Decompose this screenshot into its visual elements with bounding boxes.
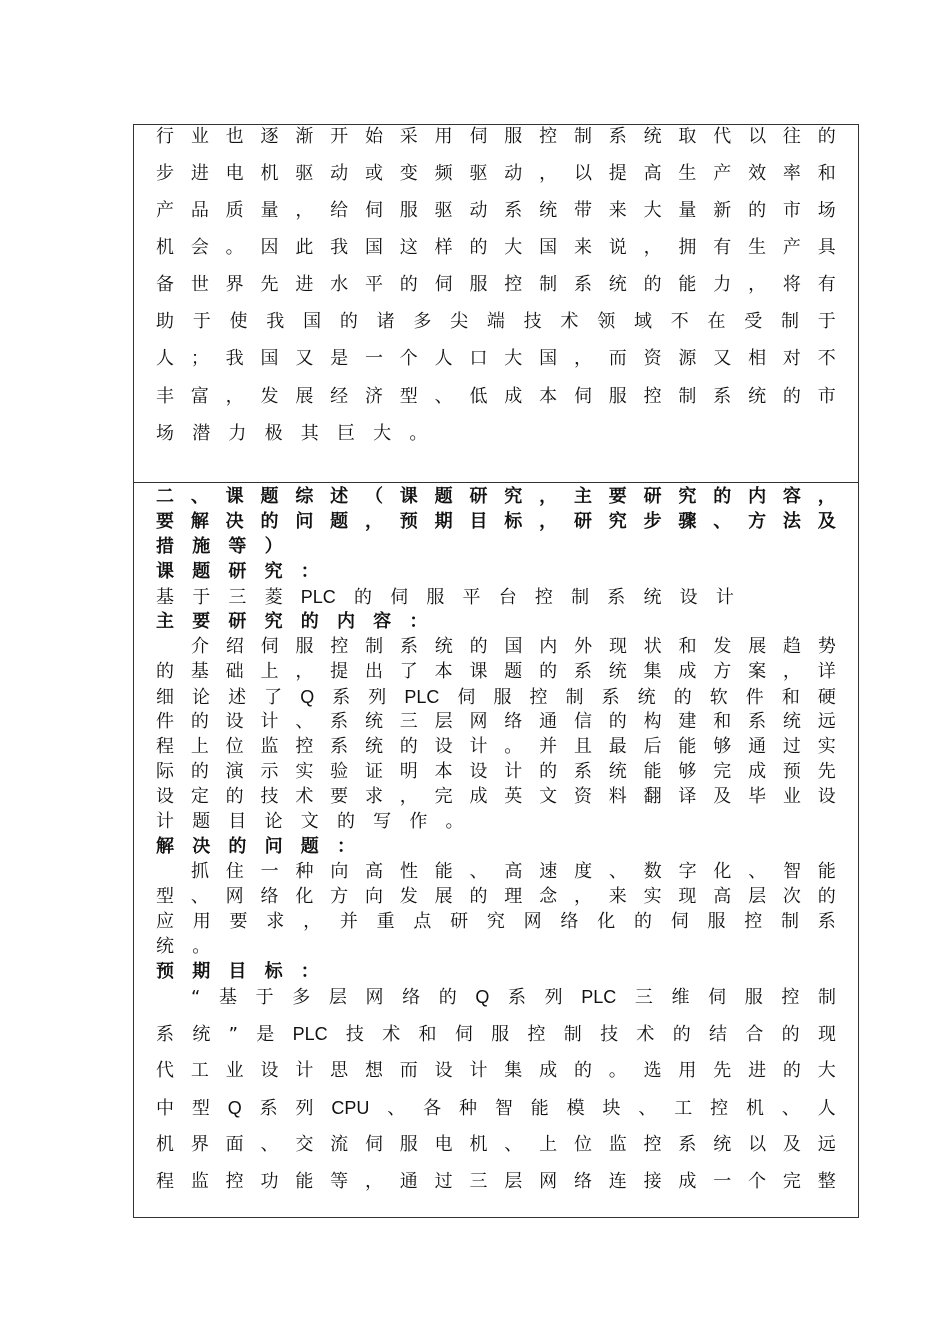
content-label: 主 要 研 究 的 内 容 ：	[156, 611, 428, 632]
body-line: 产 品 质 量 ， 给 伺 服 驱 动 系 统 带 来 大 量 新 的 市 场	[156, 200, 836, 221]
content-line: 设 定 的 技 术 要 求 ， 完 成 英 文 资 料 翻 译 及 毕 业 设	[156, 786, 836, 807]
body-line: 行 业 也 逐 渐 开 始 采 用 伺 服 控 制 系 统 取 代 以 往 的	[156, 126, 836, 147]
problem-label: 解 决 的 问 题 ：	[156, 836, 355, 857]
content-line: 的 基 础 上 ， 提 出 了 本 课 题 的 系 统 集 成 方 案 ， 详	[156, 661, 836, 682]
goal-label: 预 期 目 标 ：	[156, 961, 319, 982]
goal-line: 程 监 控 功 能 等 ， 通 过 三 层 网 络 连 接 成 一 个 完 整	[156, 1171, 836, 1192]
problem-line: 型 、 网 络 化 方 向 发 展 的 理 念 ， 来 实 现 高 层 次 的	[156, 886, 836, 907]
goal-line: 机 界 面 、 交 流 伺 服 电 机 、 上 位 监 控 系 统 以 及 远	[156, 1134, 836, 1155]
problem-line: 抓 住 一 种 向 高 性 能 、 高 速 度 、 数 字 化 、 智 能	[191, 861, 836, 882]
goal-line: 系 统 ” 是 PLC 技 术 和 伺 服 控 制 技 术 的 结 合 的 现	[156, 1024, 836, 1045]
content-line: 计 题 目 论 文 的 写 作 。	[156, 811, 464, 832]
body-line-last: 场 潜 力 极 其 巨 大 。	[156, 423, 428, 444]
body-line: 机 会 。 因 此 我 国 这 样 的 大 国 来 说 ， 拥 有 生 产 具	[156, 237, 836, 258]
problem-line: 统 。	[156, 936, 211, 957]
body-line: 人 ； 我 国 又 是 一 个 人 口 大 国 ， 而 资 源 又 相 对 不	[156, 348, 836, 369]
topic-text: 基 于 三 菱 PLC 的 伺 服 平 台 控 制 系 统 设 计	[156, 587, 734, 608]
goal-line: “ 基 于 多 层 网 络 的 Q 系 列 PLC 三 维 伺 服 控 制	[191, 987, 836, 1008]
section-divider	[134, 482, 858, 483]
body-line: 备 世 界 先 进 水 平 的 伺 服 控 制 系 统 的 能 力 ， 将 有	[156, 274, 836, 295]
body-line: 丰 富 ， 发 展 经 济 型 、 低 成 本 伺 服 控 制 系 统 的 市	[156, 386, 836, 407]
content-line: 介 绍 伺 服 控 制 系 统 的 国 内 外 现 状 和 发 展 趋 势	[191, 636, 836, 657]
goal-line: 代 工 业 设 计 思 想 而 设 计 集 成 的 。 选 用 先 进 的 大	[156, 1060, 836, 1081]
section-heading-line: 二 、 课 题 综 述 （ 课 题 研 究 ， 主 要 研 究 的 内 容 ，	[156, 486, 836, 507]
problem-line: 应 用 要 求 ， 并 重 点 研 究 网 络 化 的 伺 服 控 制 系	[156, 911, 836, 932]
section-heading-line: 要 解 决 的 问 题 ， 预 期 目 标 ， 研 究 步 骤 、 方 法 及	[156, 511, 836, 532]
topic-label: 课 题 研 究 ：	[156, 561, 319, 582]
section-heading-line: 措 施 等 ）	[156, 536, 283, 557]
content-line: 件 的 设 计 、 系 统 三 层 网 络 通 信 的 构 建 和 系 统 远	[156, 711, 836, 732]
document-table-frame	[133, 124, 859, 1218]
content-line: 细 论 述 了 Q 系 列 PLC 伺 服 控 制 系 统 的 软 件 和 硬	[156, 687, 836, 708]
goal-line: 中 型 Q 系 列 CPU 、 各 种 智 能 模 块 、 工 控 机 、 人	[156, 1098, 836, 1119]
content-line: 际 的 演 示 实 验 证 明 本 设 计 的 系 统 能 够 完 成 预 先	[156, 761, 836, 782]
body-line: 步 进 电 机 驱 动 或 变 频 驱 动 ， 以 提 高 生 产 效 率 和	[156, 163, 836, 184]
content-line: 程 上 位 监 控 系 统 的 设 计 。 并 且 最 后 能 够 通 过 实	[156, 736, 836, 757]
body-line: 助 于 使 我 国 的 诸 多 尖 端 技 术 领 域 不 在 受 制 于	[156, 311, 836, 332]
